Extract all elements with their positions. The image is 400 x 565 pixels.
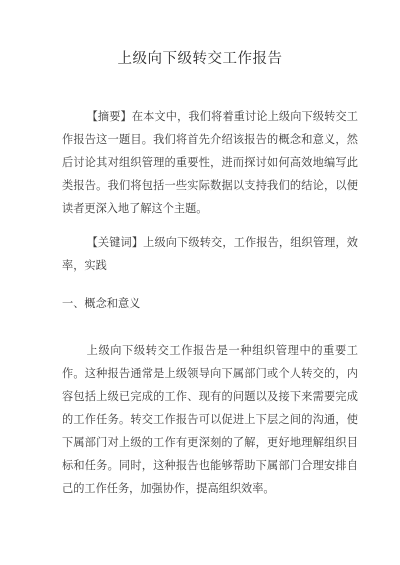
abstract-paragraph: 【摘要】在本文中，我们将着重讨论上级向下级转交工作报告这一题目。我们将首先介绍该报告的概念和意义，然后讨论其对组织管理的重要性，进而探讨如何高效地编写此类报告。我们将包括一些实际数据以支持我们的结论，以便读者更深入地了解这个主题。 <box>62 110 358 215</box>
document-title: 上级向下级转交工作报告 <box>117 51 283 67</box>
keywords-paragraph: 【关键词】上级向下级转交，工作报告，组织管理，效率，实践 <box>62 236 358 272</box>
section-heading-concept: 一、概念和意义 <box>62 297 141 310</box>
section-body-concept: 上级向下级转交工作报告是一种组织管理中的重要工作。这种报告通常是上级领导向下属部门或个人转交的，内容包括上级已完成的工作、现有的问题以及接下来需要完成的工作任务。转交工作报告可以促进上下层之间的沟通，使下属部门对上级的工作有更深刻的了解，更好地理解组织目标和任务。同时，这种报告也能够帮助下属部门合理安排自己的工作任务，加强协作，提高组织效率。 <box>62 344 358 495</box>
